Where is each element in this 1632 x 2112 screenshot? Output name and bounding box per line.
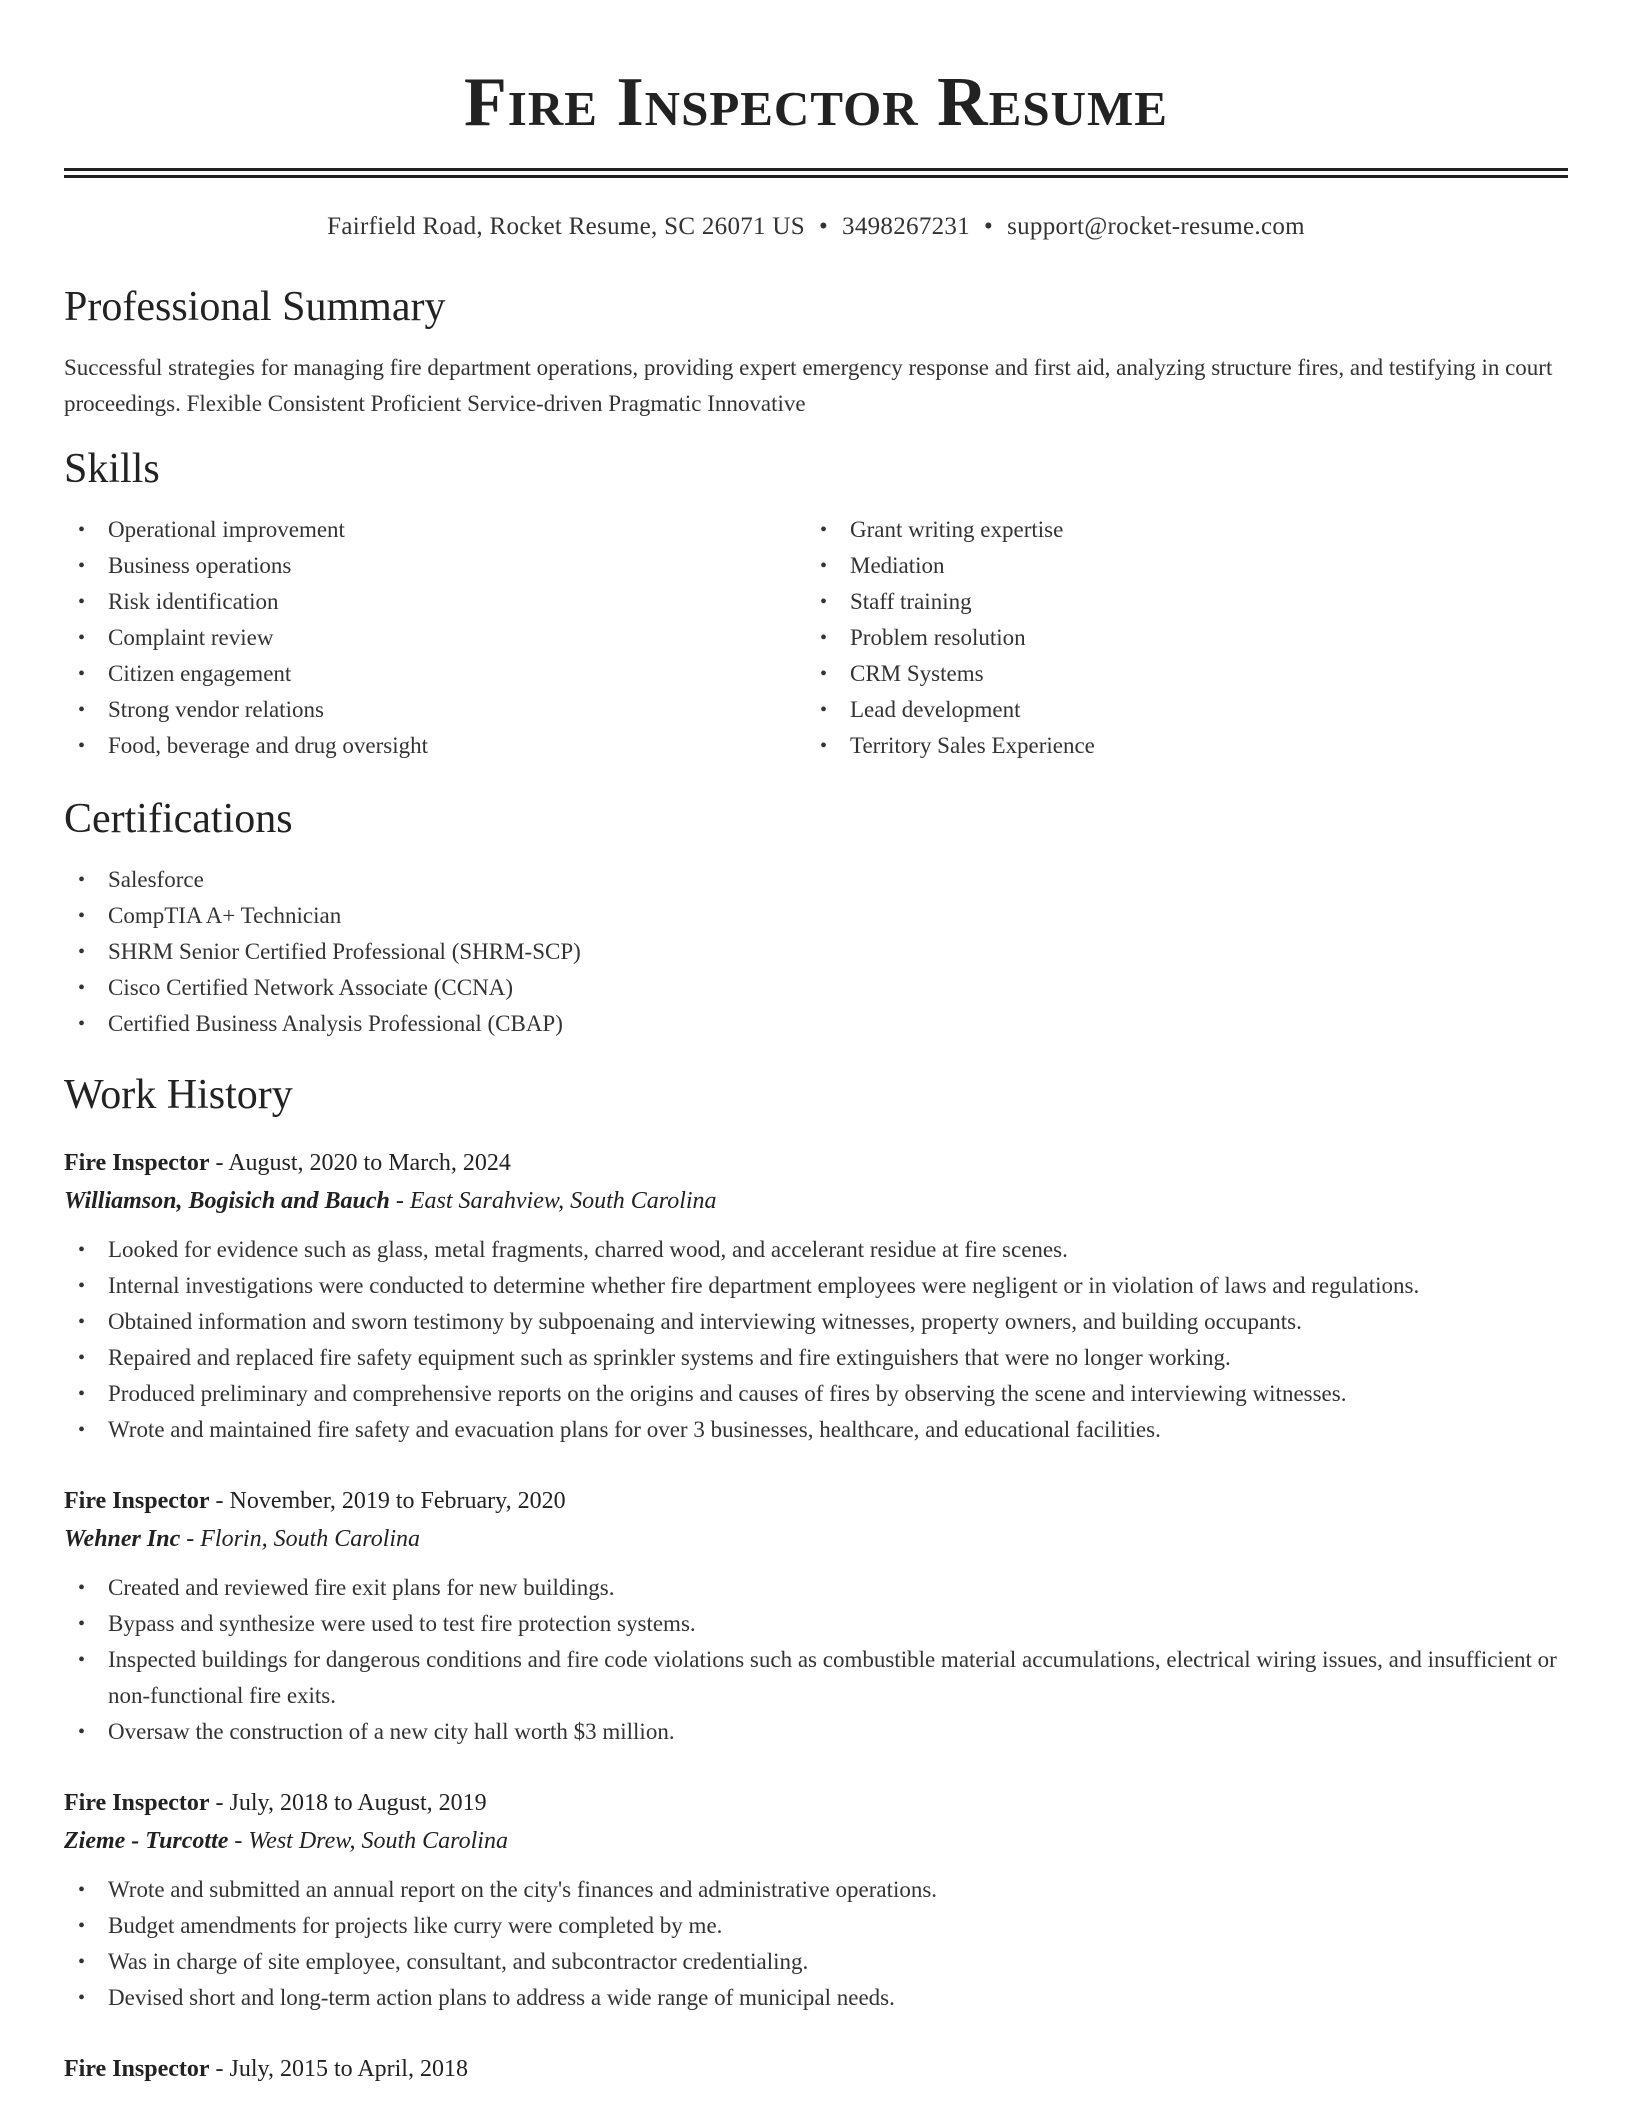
skill-item-text: Grant writing expertise bbox=[850, 517, 1064, 542]
job-title-line bbox=[64, 1784, 1568, 1822]
job-duty-item-text: Repaired and replaced fire safety equipment such as sprinkler systems and fire extinguishers that were no longer working. bbox=[108, 1345, 1231, 1370]
job-duty-item bbox=[64, 1944, 1568, 1980]
bullet-icon: • bbox=[78, 1613, 86, 1635]
bullet-icon: • bbox=[820, 699, 828, 721]
job-duty-item-text: Created and reviewed fire exit plans for new buildings. bbox=[108, 1575, 615, 1600]
bullet-icon: • bbox=[78, 1239, 86, 1261]
skill-item bbox=[64, 548, 806, 584]
bullet-icon: • bbox=[78, 627, 86, 649]
job-duty-item-text: Obtained information and sworn testimony by subpoenaing and interviewing witnesses, property owners, and building occupants. bbox=[108, 1309, 1302, 1334]
bullet-icon: • bbox=[820, 663, 828, 685]
bullet-icon: • bbox=[78, 1879, 86, 1901]
skill-item bbox=[64, 692, 806, 728]
job-role: Fire Inspector bbox=[64, 2056, 210, 2082]
skill-item-text: Food, beverage and drug oversight bbox=[108, 733, 429, 758]
bullet-icon: • bbox=[820, 591, 828, 613]
bullet-icon: • bbox=[78, 977, 86, 999]
bullet-icon: • bbox=[820, 735, 828, 757]
bullet-icon: • bbox=[78, 1577, 86, 1599]
job-duty-item-text: Devised short and long-term action plans to address a wide range of municipal needs. bbox=[108, 1985, 895, 2010]
job-role: Fire Inspector bbox=[64, 1150, 210, 1176]
job-duty-item-text: Internal investigations were conducted to determine whether fire department employees were negligent or in violation of laws and regulations. bbox=[108, 1273, 1420, 1298]
bullet-icon: • bbox=[820, 519, 828, 541]
job-location: - Florin, South Carolina bbox=[180, 1526, 421, 1552]
bullet-icon: • bbox=[78, 1383, 86, 1405]
bullet-icon: • bbox=[78, 1915, 86, 1937]
contact-address: Fairfield Road, Rocket Resume, SC 26071 US bbox=[327, 213, 805, 240]
skill-item-text: Operational improvement bbox=[108, 517, 345, 542]
job-entry bbox=[64, 1144, 1568, 1448]
skill-item-text: Lead development bbox=[850, 697, 1021, 722]
job-duty-item bbox=[64, 1714, 1568, 1750]
skills-heading: Skills bbox=[64, 446, 160, 492]
job-dates: - July, 2018 to August, 2019 bbox=[209, 1790, 487, 1816]
skill-item-text: Business operations bbox=[108, 553, 292, 578]
job-duty-item-text: Wrote and maintained fire safety and evacuation plans for over 3 businesses, healthcare, and educational facilities. bbox=[108, 1417, 1161, 1442]
bullet-icon: • bbox=[78, 869, 86, 891]
job-company-line bbox=[64, 1822, 1568, 1860]
bullet-icon: • bbox=[78, 1311, 86, 1333]
bullet-icon: • bbox=[78, 1347, 86, 1369]
job-title-line bbox=[64, 1144, 1568, 1182]
job-duty-item-text: Looked for evidence such as glass, metal fragments, charred wood, and accelerant residue at fire scenes. bbox=[108, 1237, 1068, 1262]
certification-item bbox=[64, 898, 1568, 934]
bullet-icon: • bbox=[78, 519, 86, 541]
skill-item bbox=[64, 584, 806, 620]
certification-item-text: Salesforce bbox=[108, 867, 204, 892]
skill-item-text: CRM Systems bbox=[850, 661, 984, 686]
skill-item bbox=[64, 512, 806, 548]
certifications-heading: Certifications bbox=[64, 796, 293, 842]
job-duty-item bbox=[64, 1376, 1568, 1412]
skill-item-text: Staff training bbox=[850, 589, 972, 614]
skill-item bbox=[806, 656, 1548, 692]
bullet-icon: • bbox=[78, 1951, 86, 1973]
certification-item-text: CompTIA A+ Technician bbox=[108, 903, 342, 928]
bullet-icon: • bbox=[78, 1419, 86, 1441]
summary-heading: Professional Summary bbox=[64, 284, 446, 330]
job-dates: - July, 2015 to April, 2018 bbox=[209, 2056, 468, 2082]
job-entry bbox=[64, 2050, 1568, 2088]
job-entry bbox=[64, 1482, 1568, 1750]
job-duty-item bbox=[64, 1872, 1568, 1908]
contact-separator: • bbox=[818, 213, 829, 240]
skill-item-text: Strong vendor relations bbox=[108, 697, 324, 722]
job-company: Williamson, Bogisich and Bauch bbox=[64, 1188, 390, 1214]
contact-email: support@rocket-resume.com bbox=[1007, 213, 1305, 240]
job-duty-item bbox=[64, 1268, 1568, 1304]
job-dates: - November, 2019 to February, 2020 bbox=[209, 1488, 566, 1514]
skills-list-left bbox=[64, 512, 806, 764]
job-location: - East Sarahview, South Carolina bbox=[389, 1188, 717, 1214]
work-history-list bbox=[64, 1144, 1568, 2088]
certification-item-text: Certified Business Analysis Professional (CBAP) bbox=[108, 1011, 563, 1036]
bullet-icon: • bbox=[78, 591, 86, 613]
job-duty-item-text: Produced preliminary and comprehensive reports on the origins and causes of fires by observing the scene and interviewing witnesses. bbox=[108, 1381, 1347, 1406]
bullet-icon: • bbox=[78, 555, 86, 577]
skill-item-text: Mediation bbox=[850, 553, 945, 578]
bullet-icon: • bbox=[78, 1649, 86, 1671]
bullet-icon: • bbox=[78, 699, 86, 721]
job-location: - West Drew, South Carolina bbox=[228, 1828, 508, 1854]
summary-text: Successful strategies for managing fire department operations, providing expert emergency response and first aid, analyzing structure fires, and testifying in court proceedings. Flexible Consistent Proficient Service-driven Pragmatic Innovative bbox=[64, 355, 1553, 416]
skill-item bbox=[806, 728, 1548, 764]
job-duty-item bbox=[64, 1606, 1568, 1642]
skills-columns bbox=[64, 512, 1568, 764]
job-duty-item bbox=[64, 1908, 1568, 1944]
job-company-line bbox=[64, 1520, 1568, 1558]
job-duty-item-text: Oversaw the construction of a new city hall worth $3 million. bbox=[108, 1719, 675, 1744]
contact-phone: 3498267231 bbox=[842, 213, 971, 240]
bullet-icon: • bbox=[78, 1013, 86, 1035]
job-duties-list bbox=[64, 1570, 1568, 1750]
resume-page bbox=[64, 0, 1568, 2088]
skill-item bbox=[806, 548, 1548, 584]
skill-item bbox=[806, 692, 1548, 728]
job-duty-item bbox=[64, 1412, 1568, 1448]
certification-item-text: SHRM Senior Certified Professional (SHRM-SCP) bbox=[108, 939, 581, 964]
job-duty-item bbox=[64, 1980, 1568, 2016]
certification-item bbox=[64, 1006, 1568, 1042]
job-company-line bbox=[64, 1182, 1568, 1220]
job-title-line bbox=[64, 1482, 1568, 1520]
job-company: Wehner Inc bbox=[64, 1526, 181, 1552]
work-history-heading: Work History bbox=[64, 1072, 293, 1118]
skills-list-right bbox=[806, 512, 1548, 764]
bullet-icon: • bbox=[78, 941, 86, 963]
skill-item-text: Complaint review bbox=[108, 625, 274, 650]
skill-item-text: Problem resolution bbox=[850, 625, 1026, 650]
skill-item bbox=[806, 620, 1548, 656]
job-duty-item-text: Inspected buildings for dangerous conditions and fire code violations such as combustible material accumulations, electrical wiring issues, and insufficient or non-functional fire exits. bbox=[108, 1647, 1557, 1708]
title-divider bbox=[64, 168, 1568, 178]
job-duty-item-text: Budget amendments for projects like curry were completed by me. bbox=[108, 1913, 723, 1938]
job-duty-item bbox=[64, 1642, 1568, 1714]
job-role: Fire Inspector bbox=[64, 1790, 210, 1816]
job-duty-item bbox=[64, 1232, 1568, 1268]
certifications-list bbox=[64, 862, 1568, 1042]
certification-item bbox=[64, 862, 1568, 898]
certification-item-text: Cisco Certified Network Associate (CCNA) bbox=[108, 975, 513, 1000]
contact-line bbox=[64, 212, 1568, 242]
certification-item bbox=[64, 970, 1568, 1006]
contact-separator: • bbox=[984, 213, 994, 240]
bullet-icon: • bbox=[78, 905, 86, 927]
skill-item-text: Territory Sales Experience bbox=[850, 733, 1095, 758]
skill-item-text: Risk identification bbox=[108, 589, 279, 614]
job-duty-item-text: Was in charge of site employee, consultant, and subcontractor credentialing. bbox=[108, 1949, 809, 1974]
skill-item bbox=[64, 620, 806, 656]
job-title-line bbox=[64, 2050, 1568, 2088]
skill-item bbox=[806, 584, 1548, 620]
job-entry bbox=[64, 1784, 1568, 2016]
skill-item bbox=[806, 512, 1548, 548]
certification-item bbox=[64, 934, 1568, 970]
job-dates: - August, 2020 to March, 2024 bbox=[209, 1150, 511, 1176]
skill-item-text: Citizen engagement bbox=[108, 661, 292, 686]
bullet-icon: • bbox=[820, 627, 828, 649]
skill-item bbox=[64, 656, 806, 692]
job-duty-item-text: Wrote and submitted an annual report on the city's finances and administrative operations. bbox=[108, 1877, 938, 1902]
job-company: Zieme - Turcotte bbox=[64, 1828, 229, 1854]
job-duties-list bbox=[64, 1232, 1568, 1448]
bullet-icon: • bbox=[78, 1987, 86, 2009]
bullet-icon: • bbox=[78, 1275, 86, 1297]
job-duty-item bbox=[64, 1304, 1568, 1340]
job-duty-item bbox=[64, 1340, 1568, 1376]
bullet-icon: • bbox=[78, 1721, 86, 1743]
resume-title: Fire Inspector Resume bbox=[464, 64, 1168, 141]
job-role: Fire Inspector bbox=[64, 1488, 210, 1514]
bullet-icon: • bbox=[78, 735, 86, 757]
bullet-icon: • bbox=[820, 555, 828, 577]
bullet-icon: • bbox=[78, 663, 86, 685]
job-duty-item-text: Bypass and synthesize were used to test fire protection systems. bbox=[108, 1611, 696, 1636]
skill-item bbox=[64, 728, 806, 764]
job-duty-item bbox=[64, 1570, 1568, 1606]
job-duties-list bbox=[64, 1872, 1568, 2016]
